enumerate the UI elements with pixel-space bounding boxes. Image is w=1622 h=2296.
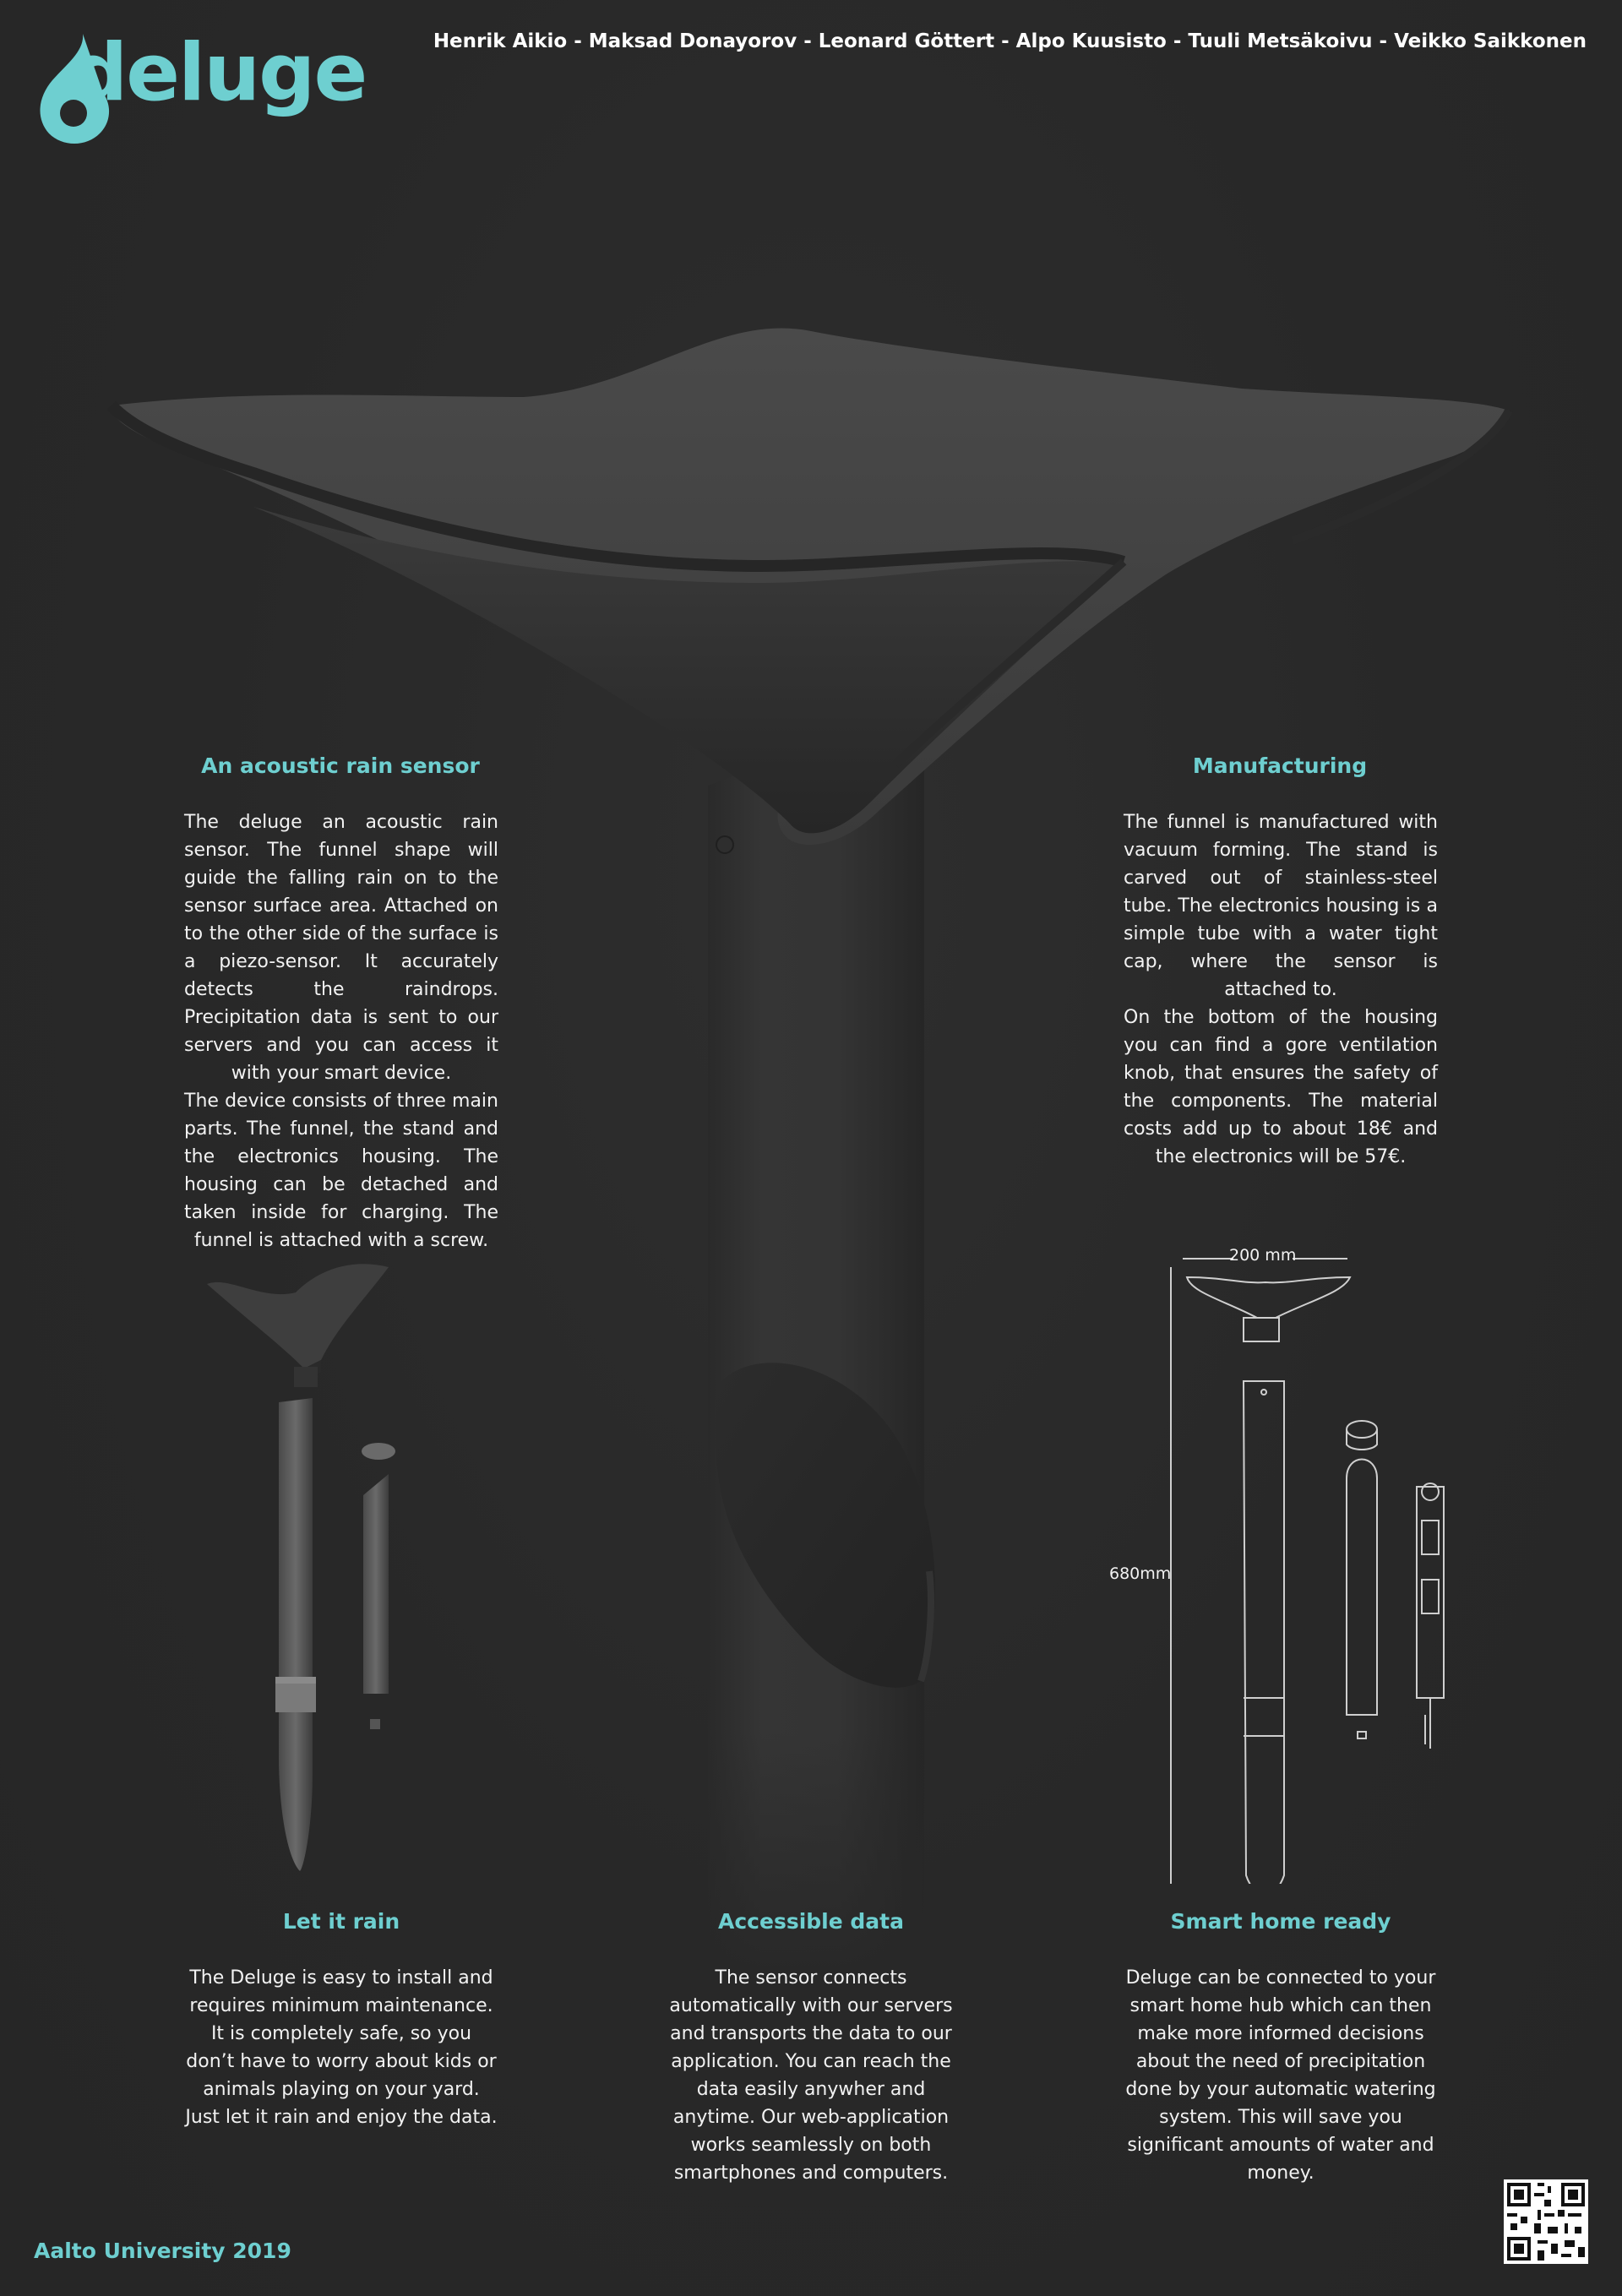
exploded-view-render (194, 1250, 414, 1875)
manufacturing-paragraph-1: The funnel is manufactured with vacuum forming. The stand is carved out of stainless-steel tube. The electronics housing is a simple tube with a water tight cap, where the sensor is attached to. (1124, 812, 1438, 1000)
accessible-data-body: The sensor connects automatically with our servers and transports the data to our application. You can reach the data easily anywher and anytime. Our web-application works seamlessly on both smartphones and computers. (669, 1967, 953, 2184)
acoustic-paragraph-2: The device consists of three main parts. The funnel, the stand and the electronics housing. The housing can be detached and taken inside for charging. The funnel is attached with a screw. (184, 1091, 498, 1251)
accessible-data-heading: Accessible data (718, 1909, 904, 1934)
smart-home-body: Deluge can be connected to your smart home hub which can then make more informed decisions about the need of precipitation done by your automatic watering system. This will save you significant amounts of water and money. (1125, 1967, 1436, 2184)
manufacturing-body (1124, 808, 1438, 1171)
authors-line: Henrik Aikio - Maksad Donayorov - Leonard Göttert - Alpo Kuusisto - Tuuli Metsäkoivu - Veikko Saikkonen (433, 30, 1587, 52)
logo-wordmark: deluge (71, 27, 367, 119)
let-it-rain-heading: Let it rain (282, 1909, 400, 1934)
acoustic-body (184, 808, 498, 1254)
footer-university: Aalto University 2019 (34, 2239, 291, 2263)
manufacturing-heading: Manufacturing (1192, 754, 1368, 778)
technical-drawing (1166, 1242, 1470, 1884)
let-it-rain-body: The Deluge is easy to install and requires minimum maintenance. It is completely safe, so you don’t have to worry about kids or animals playing on your yard. Just let it rain and enjoy the data. (185, 1967, 498, 2128)
drawing-width-label: 200 mm (1229, 1246, 1297, 1265)
qr-code-icon[interactable] (1504, 2179, 1588, 2264)
manufacturing-paragraph-2: On the bottom of the housing you can find a gore ventilation knob, that ensures the safety of the components. The material costs add up to about 18€ and the electronics will be 57€. (1124, 1007, 1438, 1167)
acoustic-paragraph-1: The deluge an acoustic rain sensor. The funnel shape will guide the falling rain on to the sensor surface area. Attached on to the other side of the surface is a piezo-sensor. It accurately detects the raindrops. Precipitation data is sent to our servers and you can access it with your smart device. (184, 812, 498, 1084)
smart-home-heading: Smart home ready (1170, 1909, 1391, 1934)
drawing-height-label: 680mm (1109, 1564, 1172, 1583)
acoustic-heading: An acoustic rain sensor (201, 754, 480, 778)
